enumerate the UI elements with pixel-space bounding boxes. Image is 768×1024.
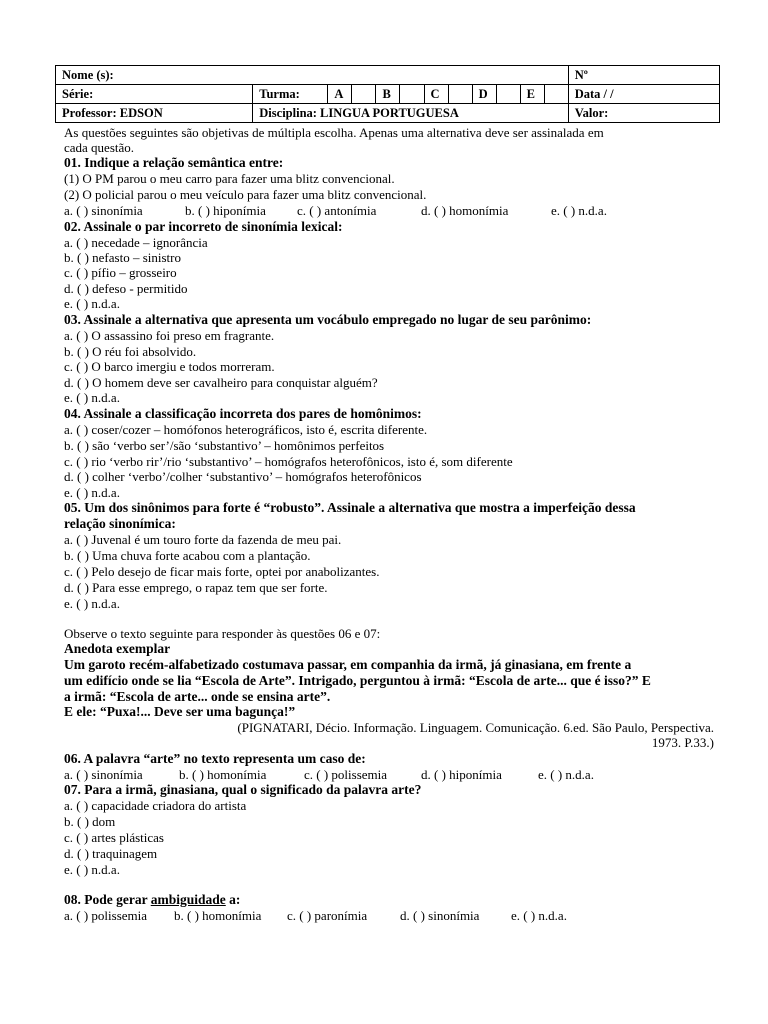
class-option-c[interactable]: C — [424, 85, 448, 104]
option-c[interactable]: c. ( ) pífio – grosseiro — [64, 265, 177, 280]
question-05-title: relação sinonímica: — [64, 516, 176, 531]
option-a[interactable]: a. ( ) polissemia — [64, 908, 148, 923]
option-b[interactable]: b. ( ) hiponímia — [185, 203, 266, 218]
option-a[interactable]: a. ( ) O assassino foi preso em fragrante. — [64, 328, 275, 343]
question-05-title: 05. Um dos sinônimos para forte é “robusto”. Assinale a alternativa que mostra a imperfeição dessa — [64, 500, 636, 515]
question-01-title: 01. Indique a relação semântica entre: — [64, 155, 284, 170]
option-e[interactable]: e. ( ) n.d.a. — [551, 203, 607, 218]
option-d[interactable]: d. ( ) hiponímia — [421, 767, 502, 782]
option-e[interactable]: e. ( ) n.d.a. — [64, 296, 120, 311]
series-field[interactable]: Série: — [56, 85, 253, 104]
option-a[interactable]: a. ( ) capacidade criadora do artista — [64, 798, 247, 813]
class-box-c[interactable] — [448, 85, 472, 104]
option-e[interactable]: e. ( ) n.d.a. — [64, 862, 120, 877]
option-c[interactable]: c. ( ) O barco imergiu e todos morreram. — [64, 359, 275, 374]
option-a[interactable]: a. ( ) coser/cozer – homófonos heterográficos, isto é, escrita diferente. — [64, 422, 428, 437]
class-box-a[interactable] — [352, 85, 376, 104]
question-03-title: 03. Assinale a alternativa que apresenta um vocábulo empregado no lugar de seu parônimo: — [64, 312, 592, 327]
option-c[interactable]: c. ( ) artes plásticas — [64, 830, 164, 845]
question-04-title: 04. Assinale a classificação incorreta dos pares de homônimos: — [64, 406, 422, 421]
discipline-field: Disciplina: LINGUA PORTUGUESA — [253, 104, 568, 123]
option-a[interactable]: a. ( ) necedade – ignorância — [64, 235, 208, 250]
date-field[interactable]: Data / / — [568, 85, 719, 104]
question-07-title: 07. Para a irmã, ginasiana, qual o significado da palavra arte? — [64, 782, 422, 797]
option-e[interactable]: e. ( ) n.d.a. — [511, 908, 567, 923]
text-body-line: a irmã: “Escola de arte... onde se ensina arte”. — [64, 689, 331, 704]
number-field[interactable]: Nº — [568, 66, 719, 85]
option-d[interactable]: d. ( ) sinonímia — [400, 908, 480, 923]
option-c[interactable]: c. ( ) rio ‘verbo rir’/rio ‘substantivo’ – homógrafos heterofônicos, isto é, som diferente — [64, 454, 513, 469]
option-a[interactable]: a. ( ) sinonímia — [64, 203, 143, 218]
option-d[interactable]: d. ( ) defeso - permitido — [64, 281, 188, 296]
option-c[interactable]: c. ( ) Pelo desejo de ficar mais forte, optei por anabolizantes. — [64, 564, 380, 579]
option-b[interactable]: b. ( ) homonímia — [174, 908, 262, 923]
option-d[interactable]: d. ( ) homonímia — [421, 203, 509, 218]
option-e[interactable]: e. ( ) n.d.a. — [538, 767, 594, 782]
option-b[interactable]: b. ( ) O réu foi absolvido. — [64, 344, 197, 359]
question-08-title-start: 08. Pode gerar — [64, 892, 151, 907]
text-body-line: Um garoto recém-alfabetizado costumava passar, em companhia da irmã, já ginasiana, em frente a — [64, 657, 632, 672]
question-08-keyword: ambiguidade — [150, 892, 226, 907]
option-c[interactable]: c. ( ) antonímia — [297, 203, 377, 218]
class-box-d[interactable] — [496, 85, 520, 104]
option-a[interactable]: a. ( ) Juvenal é um touro forte da fazenda de meu pai. — [64, 532, 342, 547]
intro-line: cada questão. — [64, 140, 135, 155]
option-d[interactable]: d. ( ) traquinagem — [64, 846, 158, 861]
class-option-a[interactable]: A — [328, 85, 352, 104]
exam-header-table — [55, 65, 720, 123]
option-e[interactable]: e. ( ) n.d.a. — [64, 485, 120, 500]
question-08-title-end: a: — [225, 892, 241, 907]
option-e[interactable]: e. ( ) n.d.a. — [64, 596, 120, 611]
question-08-title — [64, 892, 240, 907]
class-box-b[interactable] — [400, 85, 424, 104]
option-a[interactable]: a. ( ) sinonímia — [64, 767, 143, 782]
value-field[interactable]: Valor: — [568, 104, 719, 123]
question-01-line: (1) O PM parou o meu carro para fazer uma blitz convencional. — [64, 171, 395, 186]
class-label: Turma: — [253, 85, 328, 104]
class-option-e[interactable]: E — [520, 85, 544, 104]
class-box-e[interactable] — [544, 85, 568, 104]
option-d[interactable]: d. ( ) Para esse emprego, o rapaz tem que ser forte. — [64, 580, 328, 595]
text-source: (PIGNATARI, Décio. Informação. Linguagem. Comunicação. 6.ed. São Paulo, Perspectiva. — [237, 720, 714, 735]
option-c[interactable]: c. ( ) paronímia — [287, 908, 368, 923]
option-c[interactable]: c. ( ) polissemia — [304, 767, 388, 782]
option-d[interactable]: d. ( ) colher ‘verbo’/colher ‘substantivo’ – homógrafos heterofônicos — [64, 469, 422, 484]
option-e[interactable]: e. ( ) n.d.a. — [64, 390, 120, 405]
intro-line: As questões seguintes são objetivas de múltipla escolha. Apenas uma alternativa deve ser assinalada em — [64, 125, 604, 140]
text-source: 1973. P.33.) — [651, 735, 714, 750]
text-instruction: Observe o texto seguinte para responder às questões 06 e 07: — [64, 626, 381, 641]
text-body-line: um edifício onde se lia “Escola de Arte”. Intrigado, perguntou à irmã: “Escola de arte... que é isso?” E — [64, 673, 651, 688]
text-title: Anedota exemplar — [64, 641, 171, 656]
option-b[interactable]: b. ( ) nefasto – sinistro — [64, 250, 181, 265]
option-b[interactable]: b. ( ) dom — [64, 814, 116, 829]
question-01-line: (2) O policial parou o meu veículo para fazer uma blitz convencional. — [64, 187, 427, 202]
name-field[interactable]: Nome (s): — [56, 66, 569, 85]
option-b[interactable]: b. ( ) homonímia — [179, 767, 267, 782]
text-body-line: E ele: “Puxa!... Deve ser uma bagunça!” — [64, 704, 296, 719]
option-b[interactable]: b. ( ) Uma chuva forte acabou com a plantação. — [64, 548, 311, 563]
option-b[interactable]: b. ( ) são ‘verbo ser’/são ‘substantivo’ – homônimos perfeitos — [64, 438, 385, 453]
teacher-field: Professor: EDSON — [56, 104, 253, 123]
question-02-title: 02. Assinale o par incorreto de sinonímia lexical: — [64, 219, 343, 234]
question-06-title: 06. A palavra “arte” no texto representa um caso de: — [64, 751, 366, 766]
option-d[interactable]: d. ( ) O homem deve ser cavalheiro para conquistar alguém? — [64, 375, 378, 390]
class-option-d[interactable]: D — [472, 85, 496, 104]
class-option-b[interactable]: B — [376, 85, 400, 104]
